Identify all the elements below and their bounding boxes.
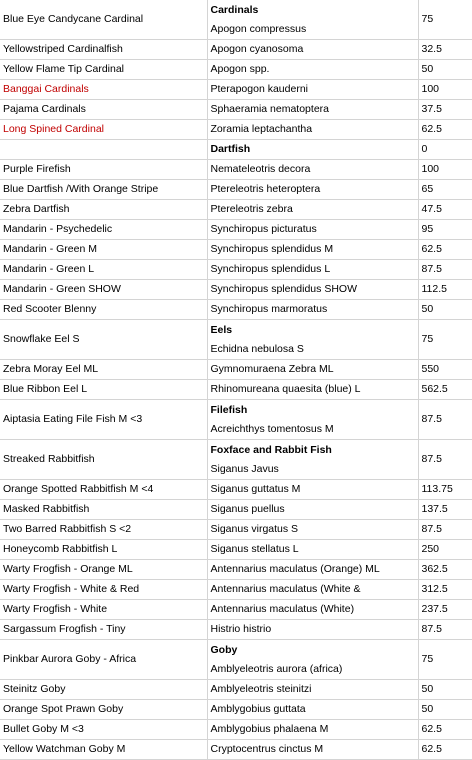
common-name-cell[interactable]: Snowflake Eel S <box>0 320 207 360</box>
common-name-cell[interactable]: Two Barred Rabbitfish S <2 <box>0 520 207 540</box>
price-cell[interactable]: 62.5 <box>418 740 472 760</box>
common-name-cell[interactable]: Purple Firefish <box>0 160 207 180</box>
scientific-name-cell[interactable]: Cryptocentrus cinctus M <box>207 740 418 760</box>
scientific-name-cell[interactable]: Synchiropus splendidus L <box>207 260 418 280</box>
scientific-name-cell[interactable]: Zoramia leptachantha <box>207 120 418 140</box>
common-name-cell[interactable]: Zebra Moray Eel ML <box>0 360 207 380</box>
price-cell[interactable]: 50 <box>418 680 472 700</box>
table-row <box>0 320 472 360</box>
category-scientific-cell[interactable] <box>207 400 418 440</box>
category-scientific-cell[interactable] <box>207 0 418 40</box>
common-name-cell[interactable]: Pajama Cardinals <box>0 100 207 120</box>
scientific-name-cell[interactable]: Antennarius maculatus (White) <box>207 600 418 620</box>
table-row <box>0 260 472 280</box>
table-row <box>0 540 472 560</box>
common-name-cell[interactable]: Honeycomb Rabbitfish L <box>0 540 207 560</box>
common-name-cell[interactable]: Orange Spotted Rabbitfish M <4 <box>0 480 207 500</box>
common-name-cell[interactable]: Blue Eye Candycane Cardinal <box>0 0 207 40</box>
table-row <box>0 100 472 120</box>
price-cell[interactable]: 75 <box>418 320 472 360</box>
category-scientific-cell[interactable] <box>207 640 418 680</box>
common-name-cell[interactable]: Blue Dartfish /With Orange Stripe <box>0 180 207 200</box>
table-row <box>0 720 472 740</box>
price-cell[interactable]: 137.5 <box>418 500 472 520</box>
scientific-name: Siganus Javus <box>210 462 279 475</box>
scientific-name-cell[interactable]: Synchiropus marmoratus <box>207 300 418 320</box>
table-row <box>0 480 472 500</box>
price-cell[interactable]: 112.5 <box>418 280 472 300</box>
scientific-name-cell[interactable]: Siganus puellus <box>207 500 418 520</box>
price-cell[interactable]: 312.5 <box>418 580 472 600</box>
table-row <box>0 620 472 640</box>
common-name-cell[interactable]: Blue Ribbon Eel L <box>0 380 207 400</box>
price-cell[interactable]: 95 <box>418 220 472 240</box>
common-name-cell[interactable]: Zebra Dartfish <box>0 200 207 220</box>
common-name-cell[interactable]: Long Spined Cardinal <box>0 120 207 140</box>
table-row <box>0 520 472 540</box>
category-scientific-cell[interactable] <box>207 320 418 360</box>
common-name-cell[interactable]: Orange Spot Prawn Goby <box>0 700 207 720</box>
common-name-cell[interactable]: Mandarin - Green SHOW <box>0 280 207 300</box>
common-name-cell[interactable]: Warty Frogfish - Orange ML <box>0 560 207 580</box>
table-row <box>0 120 472 140</box>
scientific-name: Amblyeleotris aurora (africa) <box>210 662 343 675</box>
category-header: Goby <box>210 643 238 656</box>
price-cell[interactable]: 362.5 <box>418 560 472 580</box>
scientific-name-cell[interactable]: Synchiropus splendidus M <box>207 240 418 260</box>
price-cell[interactable]: 47.5 <box>418 200 472 220</box>
price-cell[interactable]: 550 <box>418 360 472 380</box>
common-name-cell[interactable]: Mandarin - Green M <box>0 240 207 260</box>
category-header: Filefish <box>210 403 248 416</box>
common-name-cell[interactable]: Warty Frogfish - White <box>0 600 207 620</box>
table-row <box>0 0 472 40</box>
price-cell[interactable]: 50 <box>418 60 472 80</box>
price-cell[interactable]: 75 <box>418 0 472 40</box>
scientific-name-cell[interactable]: Siganus guttatus M <box>207 480 418 500</box>
price-cell[interactable]: 562.5 <box>418 380 472 400</box>
scientific-name-cell[interactable]: Gymnomuraena Zebra ML <box>207 360 418 380</box>
table-row <box>0 300 472 320</box>
table-row <box>0 600 472 620</box>
scientific-name-cell[interactable]: Apogon cyanosoma <box>207 40 418 60</box>
table-row <box>0 360 472 380</box>
scientific-name: Apogon compressus <box>210 22 307 35</box>
table-row <box>0 220 472 240</box>
table-row <box>0 640 472 680</box>
common-name-cell[interactable]: Masked Rabbitfish <box>0 500 207 520</box>
category-header: Eels <box>210 323 233 336</box>
scientific-name-cell[interactable]: Pterapogon kauderni <box>207 80 418 100</box>
category-header-cell[interactable]: Dartfish <box>207 140 418 160</box>
common-name-cell[interactable]: Sargassum Frogfish - Tiny <box>0 620 207 640</box>
table-row <box>0 40 472 60</box>
table-row <box>0 440 472 480</box>
price-cell[interactable]: 100 <box>418 160 472 180</box>
common-name-cell[interactable]: Yellow Watchman Goby M <box>0 740 207 760</box>
price-cell[interactable]: 87.5 <box>418 620 472 640</box>
common-name-cell[interactable]: Warty Frogfish - White & Red <box>0 580 207 600</box>
price-cell[interactable]: 32.5 <box>418 40 472 60</box>
scientific-name-cell[interactable]: Apogon spp. <box>207 60 418 80</box>
category-header: Foxface and Rabbit Fish <box>210 443 332 456</box>
price-cell[interactable]: 62.5 <box>418 120 472 140</box>
scientific-name-cell[interactable]: Synchiropus picturatus <box>207 220 418 240</box>
common-name-cell[interactable]: Red Scooter Blenny <box>0 300 207 320</box>
scientific-name-cell[interactable]: Amblygobius guttata <box>207 700 418 720</box>
scientific-name-cell[interactable]: Ptereleotris heteroptera <box>207 180 418 200</box>
table-row <box>0 740 472 760</box>
price-cell[interactable]: 87.5 <box>418 440 472 480</box>
common-name-cell[interactable]: Banggai Cardinals <box>0 80 207 100</box>
table-row <box>0 700 472 720</box>
table-row <box>0 500 472 520</box>
scientific-name-cell[interactable]: Rhinomureana quaesita (blue) L <box>207 380 418 400</box>
common-name-cell[interactable]: Steinitz Goby <box>0 680 207 700</box>
price-cell[interactable]: 113.75 <box>418 480 472 500</box>
scientific-name-cell[interactable]: Synchiropus splendidus SHOW <box>207 280 418 300</box>
table-row <box>0 680 472 700</box>
common-name-cell[interactable]: Mandarin - Psychedelic <box>0 220 207 240</box>
table-row <box>0 180 472 200</box>
table-row <box>0 380 472 400</box>
scientific-name-cell[interactable]: Amblygobius phalaena M <box>207 720 418 740</box>
price-cell[interactable]: 50 <box>418 700 472 720</box>
price-cell[interactable]: 250 <box>418 540 472 560</box>
scientific-name-cell[interactable]: Ptereleotris zebra <box>207 200 418 220</box>
scientific-name-cell[interactable]: Nemateleotris decora <box>207 160 418 180</box>
price-cell[interactable]: 0 <box>418 140 472 160</box>
category-header: Cardinals <box>210 3 259 16</box>
table-row <box>0 200 472 220</box>
category-scientific-cell[interactable] <box>207 440 418 480</box>
common-name-cell[interactable]: Pinkbar Aurora Goby - Africa <box>0 640 207 680</box>
price-cell[interactable]: 62.5 <box>418 720 472 740</box>
price-cell[interactable]: 75 <box>418 640 472 680</box>
common-name-cell[interactable]: Streaked Rabbitfish <box>0 440 207 480</box>
table-row <box>0 160 472 180</box>
table-row <box>0 140 472 160</box>
common-name-cell[interactable]: Yellowstriped Cardinalfish <box>0 40 207 60</box>
price-cell[interactable]: 237.5 <box>418 600 472 620</box>
common-name-cell[interactable]: Bullet Goby M <3 <box>0 720 207 740</box>
price-cell[interactable]: 100 <box>418 80 472 100</box>
common-name-cell[interactable]: Yellow Flame Tip Cardinal <box>0 60 207 80</box>
scientific-name-cell[interactable]: Antennarius maculatus (White & <box>207 580 418 600</box>
table-row <box>0 60 472 80</box>
table-row <box>0 280 472 300</box>
price-cell[interactable]: 65 <box>418 180 472 200</box>
scientific-name-cell[interactable]: Amblyeleotris steinitzi <box>207 680 418 700</box>
common-name-cell[interactable] <box>0 140 207 160</box>
price-cell[interactable]: 50 <box>418 300 472 320</box>
price-cell[interactable]: 87.5 <box>418 400 472 440</box>
scientific-name-cell[interactable]: Siganus stellatus L <box>207 540 418 560</box>
table-row <box>0 80 472 100</box>
scientific-name-cell[interactable]: Antennarius maculatus (Orange) ML <box>207 560 418 580</box>
table-row <box>0 400 472 440</box>
table-row <box>0 560 472 580</box>
scientific-name-cell[interactable]: Siganus virgatus S <box>207 520 418 540</box>
scientific-name-cell[interactable]: Histrio histrio <box>207 620 418 640</box>
common-name-cell[interactable]: Aiptasia Eating File Fish M <3 <box>0 400 207 440</box>
scientific-name-cell[interactable]: Sphaeramia nematoptera <box>207 100 418 120</box>
price-cell[interactable]: 87.5 <box>418 260 472 280</box>
price-cell[interactable]: 87.5 <box>418 520 472 540</box>
price-cell[interactable]: 37.5 <box>418 100 472 120</box>
table-row <box>0 240 472 260</box>
common-name-cell[interactable]: Mandarin - Green L <box>0 260 207 280</box>
scientific-name: Acreichthys tomentosus M <box>210 422 334 435</box>
scientific-name: Echidna nebulosa S <box>210 342 304 355</box>
table-row <box>0 580 472 600</box>
price-cell[interactable]: 62.5 <box>418 240 472 260</box>
